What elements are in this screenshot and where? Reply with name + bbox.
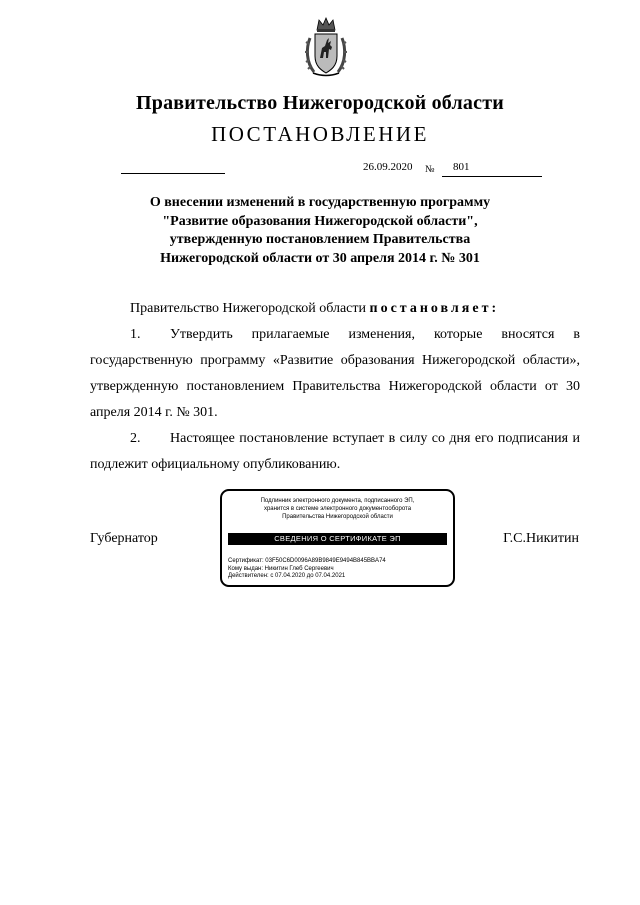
certificate-owner: Кому выдан: Никитин Глеб Сергеевич — [228, 565, 334, 572]
preamble — [90, 296, 580, 322]
stamp-header-line: Правительства Нижегородской области — [282, 514, 393, 520]
subject-line: "Развитие образования Нижегородской области", — [162, 213, 478, 229]
document-number: 801 — [453, 161, 470, 173]
number-sign: № — [425, 164, 435, 175]
government-title: Правительство Нижегородской области — [136, 92, 504, 114]
subject-line: О внесении изменений в государственную программу — [149, 195, 491, 210]
signer-name: Г.С.Никитин — [503, 531, 579, 546]
left-signature-line — [121, 173, 225, 174]
item-text: Утвердить прилагаемые изменения, которые вносятся в государственную программу «Развитие образования Нижегородской области», утвержденную постановлением Правительства Нижегородской области от 30 апреля 2014 г. № 301. — [90, 327, 580, 420]
stamp-header-line: хранится в системе электронного документооборота — [263, 506, 412, 512]
certificate-id: Сертификат: 03F50C6D0096A89B9849E9494B845BBA74 — [228, 558, 386, 564]
electronic-signature-stamp — [220, 489, 455, 587]
document-body — [90, 296, 580, 478]
item-number: 1. — [130, 327, 141, 342]
subject-line: утвержденную постановлением Правительства — [169, 232, 471, 247]
signer-position: Губернатор — [90, 531, 158, 546]
list-item — [90, 322, 580, 426]
stamp-header-line: Подлинник электронного документа, подписанного ЭП, — [260, 498, 415, 504]
item-text: Настоящее постановление вступает в силу со дня его подписания и подлежит официальному опубликованию. — [90, 431, 580, 472]
preamble-text: Правительство Нижегородской области — [130, 301, 370, 316]
document-subject — [90, 194, 550, 268]
coat-of-arms-icon — [305, 16, 347, 78]
document-date: 26.09.2020 — [363, 161, 413, 173]
stamp-certificate-bar: СВЕДЕНИЯ О СЕРТИФИКАТЕ ЭП — [228, 533, 447, 545]
preamble-decree-word: постановляет: — [369, 301, 500, 316]
document-type: ПОСТАНОВЛЕНИЕ — [211, 122, 429, 146]
list-item — [90, 426, 580, 478]
stamp-header — [222, 497, 453, 521]
subject-line: Нижегородской области от 30 апреля 2014 г. № 301 — [160, 250, 480, 266]
certificate-validity: Действителен: с 07.04.2020 до 07.04.2021 — [228, 573, 346, 579]
item-number: 2. — [130, 431, 141, 446]
number-underline — [442, 176, 542, 177]
stamp-details — [228, 558, 386, 581]
